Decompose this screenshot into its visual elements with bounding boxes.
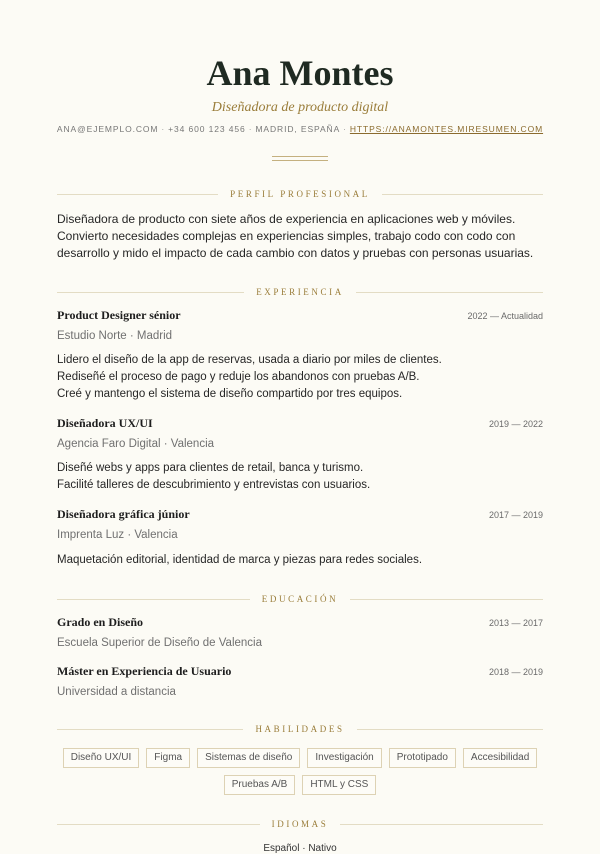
contact-separator: · xyxy=(248,124,253,134)
heading-rule xyxy=(57,599,250,600)
experience-bullet: Rediseñé el proceso de pago y reduje los abandonos con pruebas A/B. xyxy=(57,371,420,383)
heading-rule xyxy=(356,292,543,293)
skill-tag: HTML y CSS xyxy=(302,775,376,795)
heading-rule xyxy=(382,194,543,195)
section-heading-education xyxy=(57,593,543,605)
education-title: Máster en Experiencia de Usuario xyxy=(57,664,232,678)
skill-tag: Prototipado xyxy=(389,748,456,768)
education-institution: Universidad a distancia xyxy=(57,686,176,698)
candidate-name: Ana Montes xyxy=(206,53,394,93)
candidate-tagline: Diseñadora de producto digital xyxy=(211,100,389,115)
contact-location: MADRID, ESPAÑA xyxy=(255,124,341,134)
experience-title: Diseñadora UX/UI xyxy=(57,416,153,430)
experience-dates: 2022 — Actualidad xyxy=(467,311,543,321)
experience-org: Imprenta Luz · Valencia xyxy=(57,529,178,541)
section-heading-label: HABILIDADES xyxy=(255,724,345,734)
experience-bullets xyxy=(57,460,543,494)
skills-tags xyxy=(57,748,543,795)
contact-separator: · xyxy=(343,124,347,134)
contact-line xyxy=(0,124,600,135)
heading-rule xyxy=(57,292,244,293)
experience-org: Estudio Norte · Madrid xyxy=(57,330,173,342)
heading-rule xyxy=(340,824,543,825)
profile-summary: Diseñadora de producto con siete años de experiencia en aplicaciones web y móviles. Convierto necesidades complejas en experiencias simples, trabajo codo con codo con desarrollo y mido el impacto de cada cambio con datos y pruebas con personas usuarias. xyxy=(57,212,534,260)
heading-rule xyxy=(57,194,218,195)
education-dates: 2018 — 2019 xyxy=(488,667,543,677)
heading-rule xyxy=(57,729,243,730)
experience-bullet: Lidero el diseño de la app de reservas, usada a diario por miles de clientes. xyxy=(57,354,442,366)
section-heading-profile xyxy=(57,188,543,200)
heading-rule xyxy=(57,824,260,825)
heading-rule xyxy=(350,599,543,600)
education-institution: Escuela Superior de Diseño de Valencia xyxy=(57,637,262,649)
experience-bullet: Facilité talleres de descubrimiento y entrevistas con usuarios. xyxy=(57,479,371,491)
section-heading-experience xyxy=(57,286,543,298)
skill-tag: Sistemas de diseño xyxy=(197,748,300,768)
header-divider xyxy=(272,156,328,161)
experience-bullet: Maquetación editorial, identidad de marca y piezas para redes sociales. xyxy=(57,554,423,566)
contact-phone[interactable]: +34 600 123 456 xyxy=(168,124,246,134)
skill-tag: Accesibilidad xyxy=(463,748,537,768)
experience-dates: 2019 — 2022 xyxy=(488,419,543,429)
education-dates: 2013 — 2017 xyxy=(488,618,543,628)
contact-separator: · xyxy=(161,124,166,134)
education-title: Grado en Diseño xyxy=(57,615,144,629)
section-heading-label: EDUCACIÓN xyxy=(261,594,339,604)
section-heading-label: EXPERIENCIA xyxy=(256,287,344,297)
section-heading-label: PERFIL PROFESIONAL xyxy=(230,189,370,199)
contact-email[interactable]: ANA@EJEMPLO.COM xyxy=(56,124,159,134)
experience-title: Diseñadora gráfica júnior xyxy=(57,507,190,521)
experience-bullet: Creé y mantengo el sistema de diseño compartido por tres equipos. xyxy=(57,388,403,400)
experience-dates: 2017 — 2019 xyxy=(488,510,543,520)
skill-tag: Pruebas A/B xyxy=(224,775,296,795)
experience-org: Agencia Faro Digital · Valencia xyxy=(57,438,215,450)
section-heading-languages xyxy=(57,818,543,830)
experience-bullet: Diseñé webs y apps para clientes de retail, banca y turismo. xyxy=(57,462,364,474)
experience-bullets xyxy=(57,352,543,403)
section-heading-skills xyxy=(57,723,543,735)
skill-tag: Diseño UX/UI xyxy=(63,748,140,768)
section-heading-label: IDIOMAS xyxy=(271,819,329,829)
skill-tag: Figma xyxy=(146,748,190,768)
skill-tag: Investigación xyxy=(307,748,381,768)
language-entry: Español · Nativo xyxy=(263,843,337,854)
heading-rule xyxy=(357,729,543,730)
experience-bullets xyxy=(57,552,543,569)
contact-website-link[interactable]: HTTPS://ANAMONTES.MIRESUMEN.COM xyxy=(349,124,544,134)
experience-title: Product Designer sénior xyxy=(57,308,181,322)
